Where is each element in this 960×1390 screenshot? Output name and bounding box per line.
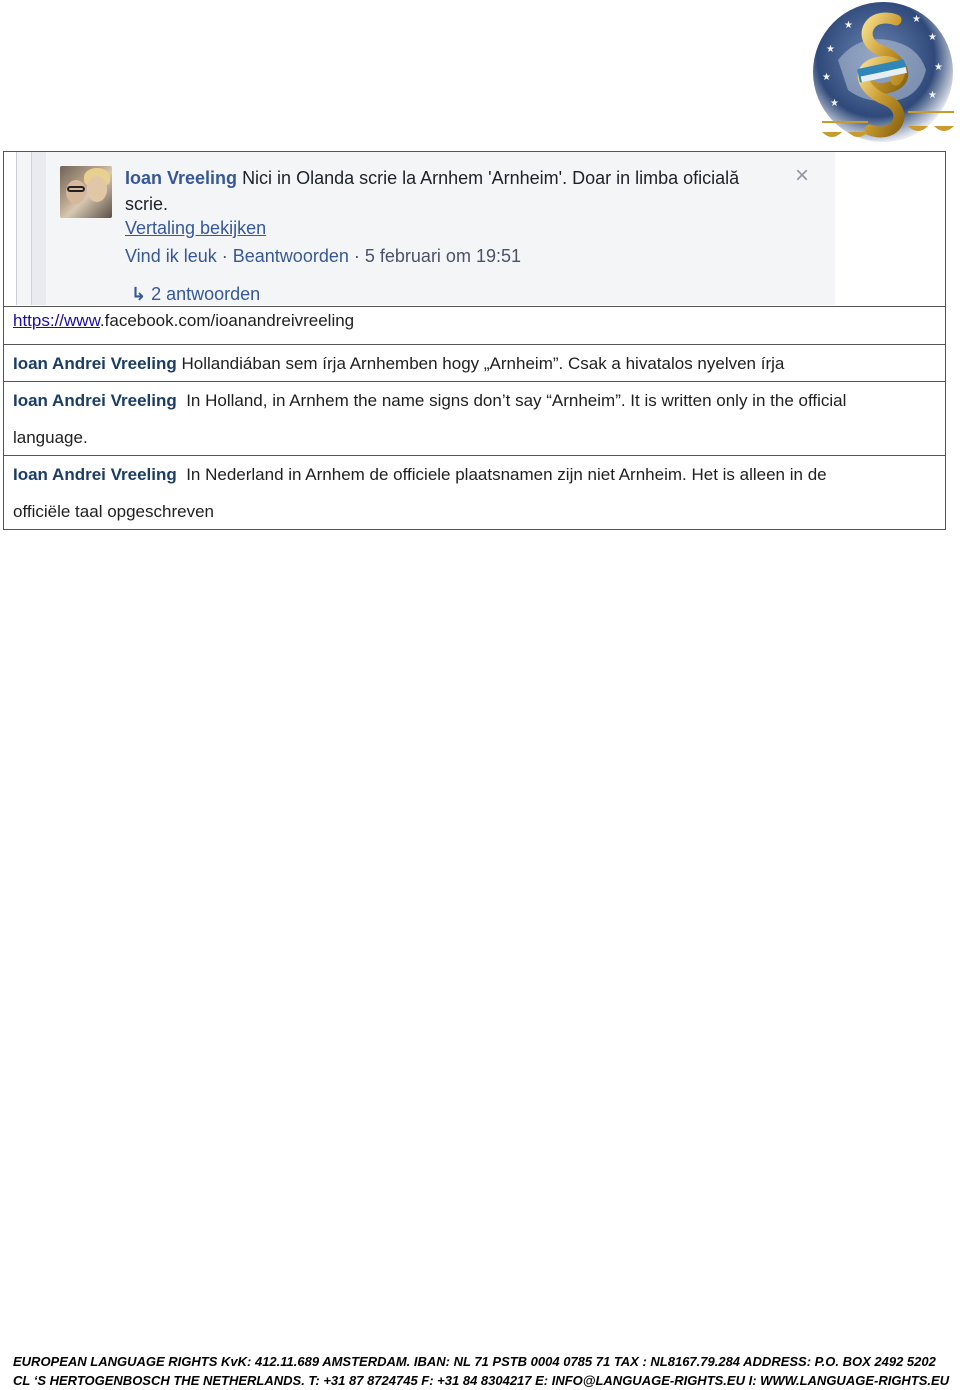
action-separator: · [221, 246, 228, 266]
svg-text:★: ★ [928, 90, 937, 101]
comment-text-line2: scrie. [125, 194, 169, 214]
url-link[interactable]: https://www [13, 311, 100, 330]
reply-arrow-icon: ↳ [131, 284, 147, 304]
english-row [4, 381, 945, 455]
svg-text:★: ★ [844, 20, 853, 31]
hungarian-text: Hollandiában sem írja Arnhemben hogy „Arnheim”. Csak a hivatalos nyelven írja [181, 354, 785, 373]
dutch-text-line1: In Nederland in Arnhem de officiele plaatsnamen zijn niet Arnheim. Het is alleen in de [186, 465, 827, 484]
profile-url-row [4, 306, 945, 344]
hungarian-line [13, 345, 936, 382]
author-name: Ioan Andrei Vreeling [13, 391, 177, 410]
paragraph-seal-icon [808, 0, 958, 150]
english-text-line1: In Holland, in Arnhem the name signs don’t say “Arnheim”. It is written only in the official [186, 391, 847, 410]
translate-link: Vertaling bekijken [125, 218, 267, 238]
author-name: Ioan Andrei Vreeling [13, 465, 177, 484]
profile-url [13, 307, 936, 335]
thread-indent-bar [31, 152, 46, 305]
content-table [3, 151, 946, 530]
dutch-line-1 [13, 456, 936, 493]
dutch-text-line2: officiële taal opgeschreven [13, 502, 214, 521]
svg-text:★: ★ [912, 14, 921, 25]
english-line-1 [13, 382, 936, 419]
replies-row [131, 284, 260, 305]
facebook-comment-screenshot [4, 152, 945, 306]
comment-author: Ioan Vreeling [125, 168, 238, 188]
avatar [60, 166, 112, 218]
comment-line-1 [125, 168, 739, 189]
svg-text:★: ★ [826, 44, 835, 55]
comment-text-line1: Nici in Olanda scrie la Arnhem 'Arnheim'. Doar in limba oficială [242, 168, 740, 188]
svg-text:★: ★ [822, 72, 831, 83]
svg-text:★: ★ [934, 62, 943, 73]
like-link: Vind ik leuk [125, 246, 217, 266]
author-name: Ioan Andrei Vreeling [13, 354, 177, 373]
dutch-row [4, 455, 945, 529]
facebook-comment [16, 152, 835, 305]
action-separator: · [353, 246, 360, 266]
url-rest: .facebook.com/ioanandreivreeling [99, 311, 355, 330]
english-text-line2: language. [13, 428, 88, 447]
svg-text:★: ★ [830, 98, 839, 109]
footer [13, 1352, 958, 1390]
replies-count: 2 antwoorden [151, 284, 261, 304]
svg-text:★: ★ [928, 32, 937, 43]
comment-actions [125, 246, 521, 267]
footer-line-1: EUROPEAN LANGUAGE RIGHTS KvK: 412.11.689 AMSTERDAM. IBAN: NL 71 PSTB 0004 0785 71 TAX : NL8167.79.284 ADDRESS: P.O. BOX 2492 5202 [13, 1354, 936, 1369]
close-icon: × [795, 162, 810, 189]
reply-link: Beantwoorden [232, 246, 349, 266]
footer-line-2: CL ‘S HERTOGENBOSCH THE NETHERLANDS. T: +31 87 8724745 F: +31 84 8304217 E: INFO@LANGUAGE-RIGHTS.EU I: WWW.LANGUAGE-RIGHTS.EU [13, 1373, 950, 1388]
hungarian-row [4, 344, 945, 381]
comment-timestamp: 5 februari om 19:51 [364, 246, 521, 266]
